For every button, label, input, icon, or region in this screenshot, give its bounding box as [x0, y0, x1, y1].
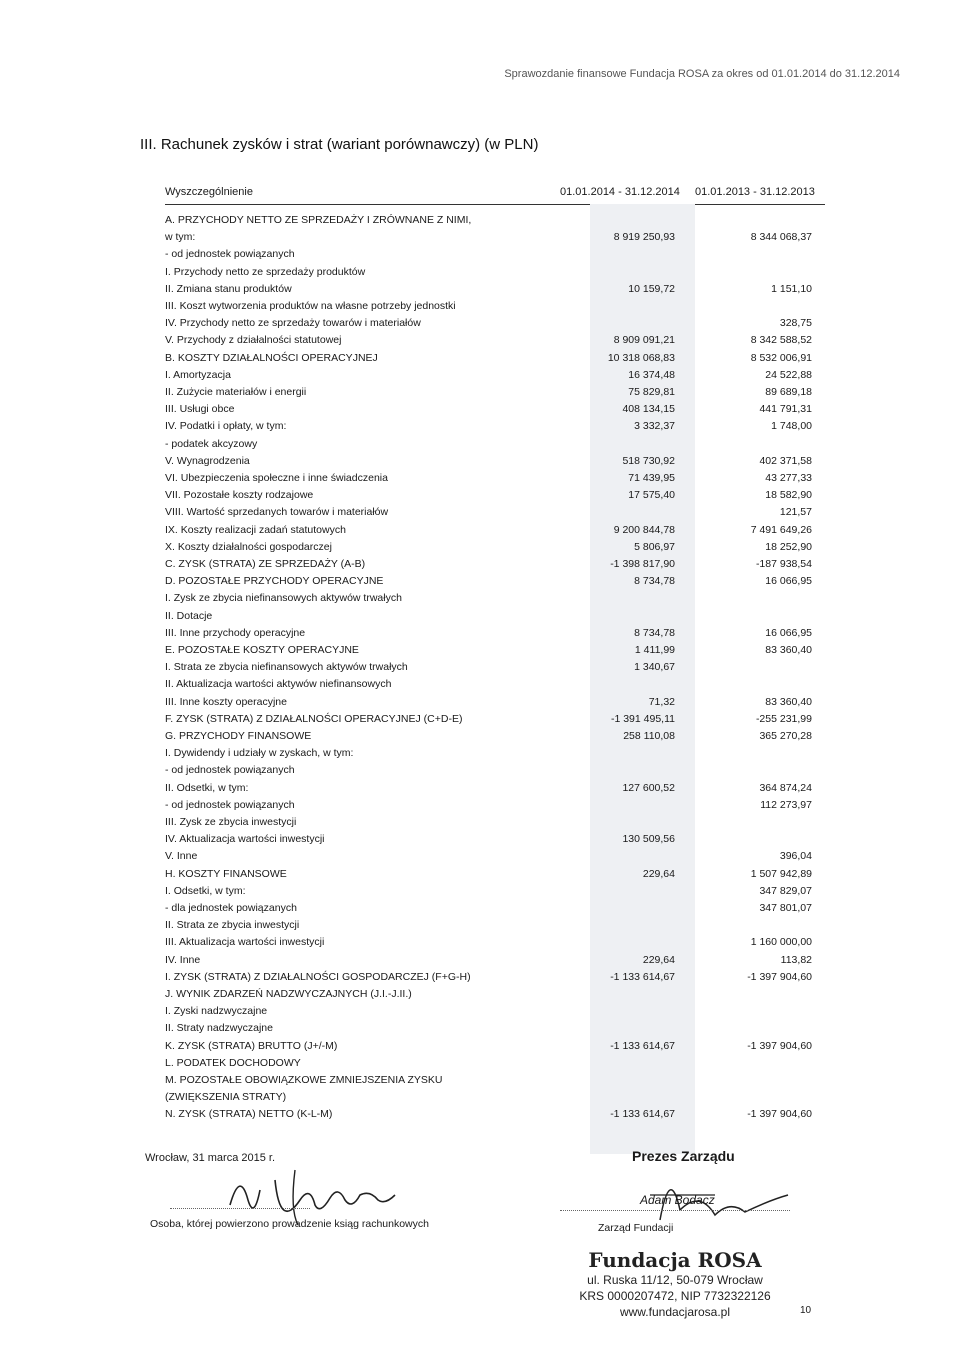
table-row	[0, 283, 960, 297]
row-value-2014: 10 159,72	[628, 282, 675, 295]
table-row	[0, 610, 960, 624]
row-label: I. Dywidendy i udziały w zyskach, w tym:	[165, 747, 354, 760]
table-row	[0, 799, 960, 813]
row-label: L. PODATEK DOCHODOWY	[165, 1056, 301, 1069]
row-label: E. POZOSTAŁE KOSZTY OPERACYJNE	[165, 644, 359, 656]
row-value-2014: 130 509,56	[622, 833, 675, 846]
row-value-2013: 89 689,18	[765, 386, 812, 398]
row-value-2013: 1 748,00	[771, 420, 812, 433]
table-row	[0, 300, 960, 314]
row-value-2014: 8 919 250,93	[613, 231, 675, 244]
document-header: Sprawozdanie finansowe Fundacja ROSA za okres od 01.01.2014 do 31.12.2014	[504, 68, 900, 80]
row-value-2014: 71 439,95	[628, 472, 675, 484]
organization-stamp	[545, 1248, 805, 1320]
row-value-2014: 71,32	[648, 695, 675, 708]
table-row	[0, 266, 960, 280]
row-label: II. Straty nadzwyczajne	[165, 1022, 273, 1035]
row-value-2013: 441 791,31	[759, 403, 812, 416]
row-value-2013: -1 397 904,60	[747, 1039, 812, 1052]
row-value-2013: 16 066,95	[765, 626, 812, 639]
row-value-2014: -1 398 817,90	[610, 558, 675, 570]
row-value-2013: -1 397 904,60	[747, 970, 812, 983]
row-label: G. PRZYCHODY FINANSOWE	[165, 730, 312, 742]
row-label: H. KOSZTY FINANSOWE	[165, 867, 287, 880]
row-label: V. Przychody z działalności statutowej	[165, 334, 342, 347]
row-value-2013: 24 522,88	[765, 368, 812, 381]
row-value-2013: 18 582,90	[765, 489, 812, 502]
row-value-2014: 258 110,08	[623, 730, 675, 742]
row-label: - od jednostek powiązanych	[165, 248, 295, 261]
row-value-2013: 402 371,58	[759, 454, 812, 467]
row-value-2013: 1 151,10	[771, 282, 812, 295]
table-row	[0, 919, 960, 933]
row-label: III. Usługi obce	[165, 403, 235, 416]
row-value-2013: 83 360,40	[765, 644, 812, 656]
table-row	[0, 902, 960, 916]
row-label: VIII. Wartość sprzedanych towarów i materiałów	[165, 506, 389, 519]
row-label: B. KOSZTY DZIAŁALNOŚCI OPERACYJNEJ	[165, 351, 378, 364]
stamp-registry: KRS 0000207472, NIP 7732322126	[579, 1289, 771, 1303]
table-row	[0, 1091, 960, 1105]
table-row	[0, 747, 960, 761]
row-label: - podatek akcyzowy	[165, 437, 258, 450]
row-value-2013: 8 342 588,52	[750, 334, 812, 347]
table-row	[0, 661, 960, 675]
table-row	[0, 558, 960, 572]
row-value-2013: 112 273,97	[760, 798, 812, 811]
bookkeeper-signature-line	[170, 1208, 310, 1209]
row-label: IV. Aktualizacja wartości inwestycji	[165, 833, 325, 846]
row-value-2013: 396,04	[779, 850, 812, 863]
row-value-2013: -255 231,99	[755, 712, 812, 725]
table-row	[0, 592, 960, 606]
table-row	[0, 816, 960, 830]
row-label: I. Amortyzacja	[165, 368, 231, 381]
signing-date: Wrocław, 31 marca 2015 r.	[145, 1152, 276, 1164]
table-row	[0, 678, 960, 692]
row-value-2014: -1 133 614,67	[610, 1108, 675, 1121]
row-label: I. Zysk ze zbycia niefinansowych aktywów trwałych	[165, 592, 402, 605]
table-row	[0, 885, 960, 899]
table-row	[0, 1108, 960, 1122]
row-value-2013: 16 066,95	[765, 575, 812, 588]
president-name: Adam Bodacz	[640, 1193, 715, 1207]
table-row	[0, 936, 960, 950]
table-row	[0, 730, 960, 744]
table-row	[0, 1040, 960, 1054]
stamp-address: ul. Ruska 11/12, 50-079 Wrocław	[587, 1273, 763, 1287]
row-label: I. Odsetki, w tym:	[165, 884, 246, 897]
row-label: C. ZYSK (STRATA) ZE SPRZEDAŻY (A-B)	[165, 558, 366, 570]
row-label: (ZWIĘKSZENIA STRATY)	[165, 1091, 287, 1104]
row-label: II. Odsetki, w tym:	[165, 781, 249, 794]
table-row	[0, 231, 960, 245]
bookkeeper-caption: Osoba, której powierzono prowadzenie ksiąg rachunkowych	[150, 1218, 429, 1230]
table-row	[0, 506, 960, 520]
row-value-2014: 1 411,99	[634, 644, 675, 656]
row-value-2013: 18 252,90	[765, 540, 812, 553]
table-row	[0, 988, 960, 1002]
table-row	[0, 1005, 960, 1019]
row-label: III. Koszt wytworzenia produktów na własne potrzeby jednostki	[165, 300, 456, 312]
row-value-2014: 75 829,81	[628, 386, 675, 398]
row-value-2013: 8 532 006,91	[750, 351, 812, 364]
row-value-2014: 408 134,15	[622, 403, 675, 416]
row-value-2014: 9 200 844,78	[613, 523, 675, 536]
row-label: - od jednostek powiązanych	[165, 764, 295, 777]
president-signature-line	[560, 1210, 790, 1211]
table-row	[0, 214, 960, 228]
row-label: III. Inne przychody operacyjne	[165, 626, 306, 639]
table-row	[0, 438, 960, 452]
row-label: VI. Ubezpieczenia społeczne i inne świadczenia	[165, 472, 388, 484]
row-value-2014: 5 806,97	[634, 540, 675, 553]
row-label: II. Aktualizacja wartości aktywów niefinansowych	[165, 678, 392, 691]
row-label: M. POZOSTAŁE OBOWIĄZKOWE ZMNIEJSZENIA ZYSKU	[165, 1074, 443, 1086]
row-value-2013: 347 829,07	[759, 884, 812, 897]
row-value-2014: 1 340,67	[634, 661, 675, 674]
column-header-row	[165, 186, 825, 205]
row-label: III. Inne koszty operacyjne	[165, 695, 287, 708]
table-row	[0, 850, 960, 864]
row-label: II. Strata ze zbycia inwestycji	[165, 919, 300, 932]
section-title: III. Rachunek zysków i strat (wariant porównawczy) (w PLN)	[140, 136, 539, 153]
row-value-2014: 8 909 091,21	[613, 334, 675, 347]
row-label: V. Wynagrodzenia	[165, 454, 250, 467]
table-row	[0, 455, 960, 469]
stamp-website: www.fundacjarosa.pl	[619, 1305, 731, 1319]
president-title: Prezes Zarządu	[632, 1148, 735, 1164]
row-value-2014: 17 575,40	[628, 489, 675, 502]
row-value-2013: -1 397 904,60	[747, 1108, 812, 1121]
table-row	[0, 472, 960, 486]
row-label: V. Inne	[165, 850, 198, 863]
table-row	[0, 1074, 960, 1088]
row-value-2013: 365 270,28	[759, 730, 812, 742]
row-value-2014: 10 318 068,83	[607, 351, 675, 364]
table-row	[0, 627, 960, 641]
table-row	[0, 403, 960, 417]
row-label: VII. Pozostałe koszty rodzajowe	[165, 489, 314, 502]
row-value-2014: -1 391 495,11	[610, 712, 675, 725]
table-row	[0, 644, 960, 658]
row-label: III. Aktualizacja wartości inwestycji	[165, 936, 325, 949]
table-row	[0, 1057, 960, 1071]
row-label: I. Przychody netto ze sprzedaży produktów	[165, 265, 366, 278]
table-row	[0, 764, 960, 778]
row-value-2014: -1 133 614,67	[610, 970, 675, 983]
table-row	[0, 1022, 960, 1036]
row-value-2013: 113,82	[780, 953, 812, 966]
row-value-2014: 8 734,78	[634, 626, 675, 639]
row-label: IX. Koszty realizacji zadań statutowych	[165, 523, 346, 536]
stamp-org-name: Fundacja ROSA	[588, 1248, 762, 1272]
row-label: III. Zysk ze zbycia inwestycji	[165, 816, 297, 828]
row-label: IV. Przychody netto ze sprzedaży towarów i materiałów	[165, 317, 421, 330]
row-value-2013: 1 160 000,00	[750, 936, 812, 949]
row-value-2014: 229,64	[642, 953, 675, 966]
row-label: I. Zyski nadzwyczajne	[165, 1005, 268, 1018]
table-row	[0, 833, 960, 847]
row-label: - dla jednostek powiązanych	[165, 902, 297, 914]
table-row	[0, 248, 960, 262]
row-value-2014: 16 374,48	[628, 368, 675, 381]
row-value-2013: 1 507 942,89	[750, 867, 812, 880]
row-value-2014: -1 133 614,67	[610, 1039, 675, 1052]
row-label: X. Koszty działalności gospodarczej	[165, 540, 332, 553]
row-value-2013: -187 938,54	[755, 558, 812, 570]
row-label: F. ZYSK (STRATA) Z DZIAŁALNOŚCI OPERACYJNEJ (C+D-E)	[165, 712, 463, 725]
table-row	[0, 971, 960, 985]
table-row	[0, 713, 960, 727]
table-row	[0, 334, 960, 348]
row-value-2014: 3 332,37	[634, 420, 675, 433]
row-value-2013: 121,57	[779, 506, 812, 519]
row-value-2013: 364 874,24	[759, 781, 812, 794]
table-row	[0, 868, 960, 882]
table-row	[0, 575, 960, 589]
column-label-header: Wyszczególnienie	[165, 186, 253, 198]
table-row	[0, 524, 960, 538]
row-value-2013: 347 801,07	[759, 902, 812, 914]
row-value-2013: 43 277,33	[765, 472, 812, 484]
row-label: J. WYNIK ZDARZEŃ NADZWYCZAJNYCH (J.I.-J.II.)	[165, 988, 412, 1000]
row-label: I. ZYSK (STRATA) Z DZIAŁALNOŚCI GOSPODARCZEJ (F+G-H)	[165, 970, 471, 983]
column-2013-header: 01.01.2013 - 31.12.2013	[695, 186, 815, 198]
row-label: w tym:	[165, 231, 196, 244]
row-label: II. Dotacje	[165, 609, 213, 622]
row-value-2013: 83 360,40	[765, 695, 812, 708]
row-label: - od jednostek powiązanych	[165, 798, 295, 811]
row-value-2014: 518 730,92	[622, 454, 675, 467]
row-label: I. Strata ze zbycia niefinansowych aktywów trwałych	[165, 661, 408, 674]
row-value-2013: 8 344 068,37	[750, 231, 812, 244]
table-row	[0, 489, 960, 503]
row-value-2014: 229,64	[642, 867, 675, 880]
table-row	[0, 782, 960, 796]
row-value-2014: 8 734,78	[634, 575, 675, 588]
row-value-2013: 328,75	[779, 317, 812, 330]
row-value-2014: 127 600,52	[622, 781, 675, 794]
table-row	[0, 352, 960, 366]
table-row	[0, 317, 960, 331]
row-label: IV. Inne	[165, 953, 201, 966]
board-caption: Zarząd Fundacji	[598, 1222, 674, 1234]
row-label: II. Zużycie materiałów i energii	[165, 386, 307, 398]
row-label: II. Zmiana stanu produktów	[165, 282, 292, 295]
table-row	[0, 954, 960, 968]
table-row	[0, 420, 960, 434]
row-value-2013: 7 491 649,26	[750, 523, 812, 536]
page-number: 10	[800, 1305, 812, 1316]
table-row	[0, 369, 960, 383]
table-row	[0, 386, 960, 400]
row-label: N. ZYSK (STRATA) NETTO (K-L-M)	[165, 1108, 333, 1121]
column-2014-header: 01.01.2014 - 31.12.2014	[560, 186, 680, 198]
table-row	[0, 541, 960, 555]
row-label: D. POZOSTAŁE PRZYCHODY OPERACYJNE	[165, 575, 384, 588]
row-label: K. ZYSK (STRATA) BRUTTO (J+/-M)	[165, 1039, 338, 1052]
row-label: A. PRZYCHODY NETTO ZE SPRZEDAŻY I ZRÓWNANE Z NIMI,	[165, 214, 472, 226]
row-label: IV. Podatki i opłaty, w tym:	[165, 420, 287, 433]
table-row	[0, 696, 960, 710]
